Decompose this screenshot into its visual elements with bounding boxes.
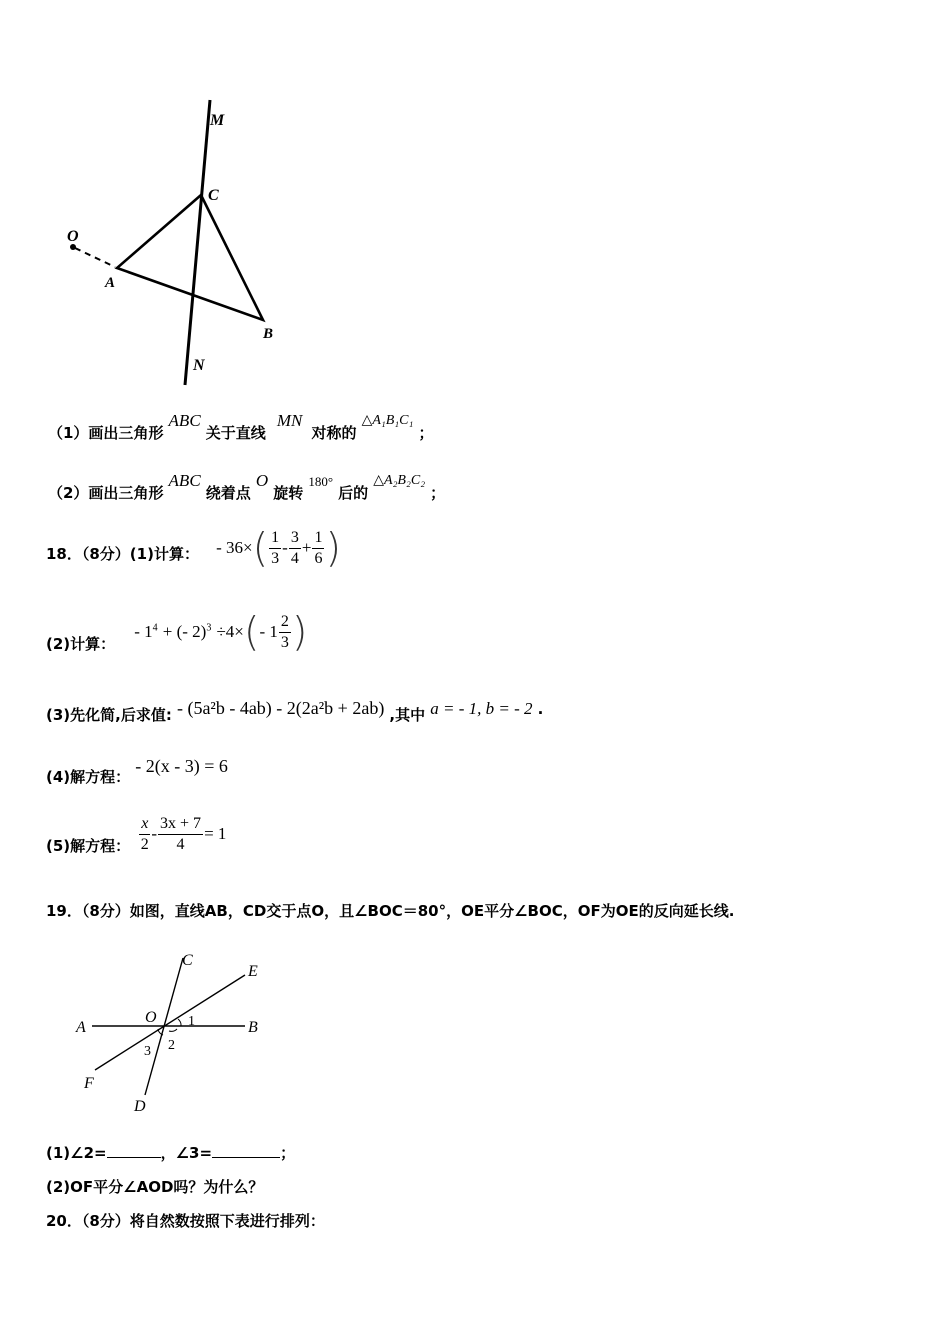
label-angle-1: 1 — [188, 1014, 195, 1029]
answer-blank-angle3[interactable] — [212, 1143, 280, 1158]
label-o: O — [67, 228, 79, 245]
q17-part2 — [48, 470, 445, 504]
q18-e5-rhs: = 1 — [204, 824, 227, 843]
label-c: C — [208, 187, 219, 204]
q19-p1-a: (1)∠2= — [46, 1144, 107, 1162]
label-m: M — [210, 112, 225, 129]
label-o2: O — [145, 1009, 157, 1026]
q19-p1-b: ，∠3= — [160, 1144, 213, 1162]
q18-e2-t1: - $1^4$ — [134, 622, 158, 641]
label-angle-2: 2 — [168, 1038, 175, 1053]
q17-p2-degree: 180° — [308, 474, 334, 489]
q18-e3-expr: - (5a²b - 4ab) - 2(2a²b + 2ab) — [176, 698, 385, 718]
q17-p1-abc: ABC — [168, 411, 201, 430]
q18-e5-frac1: $\frac{x}{2}$ — [140, 815, 149, 853]
answer-blank-angle2[interactable] — [107, 1143, 161, 1158]
q17-part1 — [48, 410, 433, 444]
q17-p2-mid2: 旋转 — [273, 484, 304, 502]
q18-part2 — [46, 609, 308, 662]
q18-part1 — [46, 525, 342, 578]
q18-e2-rparen: ) — [291, 609, 308, 656]
q18-part5 — [46, 814, 226, 864]
q19-part2: (2)OF平分∠AOD吗？为什么？ — [46, 1178, 264, 1196]
q18-p2-label: (2)计算： — [46, 635, 116, 653]
q18-part3 — [46, 698, 543, 734]
q18-e2-t3: ÷4× — [216, 622, 244, 641]
dashed-oa — [75, 248, 115, 267]
arc-angle-1 — [178, 1019, 181, 1026]
q18-e5-op: - — [151, 824, 158, 843]
q18-e5-frac2: $\frac{3x + 7}{4}$ — [160, 815, 202, 853]
q19-statement: 19．（8分）如图，直线AB，CD交于点O，且∠BOC＝80°，OE平分∠BOC，OF为OE的反向延长线. — [46, 902, 735, 920]
q18-e1-frac2: $\frac{3}{4}$ — [290, 529, 299, 567]
q17-p2-triangle: △A₂B₂C₂ — [373, 473, 426, 488]
label-n: N — [193, 357, 205, 374]
q17-p1-triangle: △A₁B₁C₁ — [361, 413, 414, 428]
q18-e1-op2: + — [301, 538, 312, 557]
q17-p2-mid: 绕着点 — [205, 484, 251, 502]
q18-header: 18．（8分）(1)计算： — [46, 545, 199, 563]
q18-e3-mid: ,其中 — [389, 706, 426, 724]
q17-p1-prefix: （1）画出三角形 — [48, 424, 164, 442]
q18-e4: - 2(x - 3) = 6 — [135, 756, 228, 776]
q20-statement: 20．（8分）将自然数按照下表进行排列： — [46, 1212, 325, 1230]
label-angle-3: 3 — [144, 1044, 151, 1059]
label-e: E — [248, 963, 258, 980]
q17-p2-mid3: 后的 — [338, 484, 369, 502]
label-b2: B — [248, 1019, 258, 1036]
q17-p2-end: ； — [430, 484, 446, 502]
q18-e2-t4: - 1 — [259, 622, 278, 641]
q18-e1-op1: - — [282, 538, 288, 557]
q19-p1-end: ； — [280, 1144, 296, 1162]
q17-p2-o: O — [255, 471, 269, 490]
arc-angle-2 — [169, 1029, 177, 1031]
q18-e1-rparen: ) — [325, 525, 342, 572]
q18-e2-frac: $\frac{2}{3}$ — [280, 613, 289, 651]
q17-p2-prefix: （2）画出三角形 — [48, 484, 164, 502]
q18-e2-lparen: ( — [243, 609, 260, 656]
q18-e1-frac3: $\frac{1}{6}$ — [314, 529, 323, 567]
label-a2: A — [76, 1019, 86, 1036]
q18-e1-frac1: $\frac{1}{3}$ — [271, 529, 280, 567]
q17-p1-end: ； — [418, 424, 434, 442]
q18-p5-label: (5)解方程： — [46, 837, 131, 855]
q18-part4 — [46, 756, 228, 792]
label-a: A — [105, 275, 116, 291]
line-ef — [95, 975, 245, 1070]
q18-p3-label: (3)先化简,后求值: — [46, 706, 172, 724]
q19-part1 — [46, 1142, 295, 1163]
q18-e1-lead: - 36× — [216, 538, 253, 557]
q18-e3-cond: a = - 1, b = - 2 — [430, 699, 533, 718]
label-b: B — [263, 326, 274, 342]
q17-p2-abc: ABC — [168, 471, 201, 490]
figure-reflection-rotation — [55, 95, 315, 395]
label-f: F — [84, 1075, 94, 1092]
q17-p1-mid2: 对称的 — [311, 424, 357, 442]
q17-p1-mid: 关于直线 — [205, 424, 266, 442]
q18-p4-label: (4)解方程： — [46, 768, 131, 786]
line-mn — [185, 100, 210, 385]
q18-e1-lparen: ( — [252, 525, 269, 572]
q17-p1-mn: MN — [276, 411, 303, 430]
q18-e2-t2: + (- 2)$^3$ — [162, 622, 212, 641]
label-d: D — [134, 1098, 146, 1115]
triangle-abc — [117, 195, 263, 320]
q18-e3-end: . — [537, 700, 544, 718]
figure-intersecting-lines — [70, 945, 280, 1120]
label-c2: C — [182, 952, 193, 969]
